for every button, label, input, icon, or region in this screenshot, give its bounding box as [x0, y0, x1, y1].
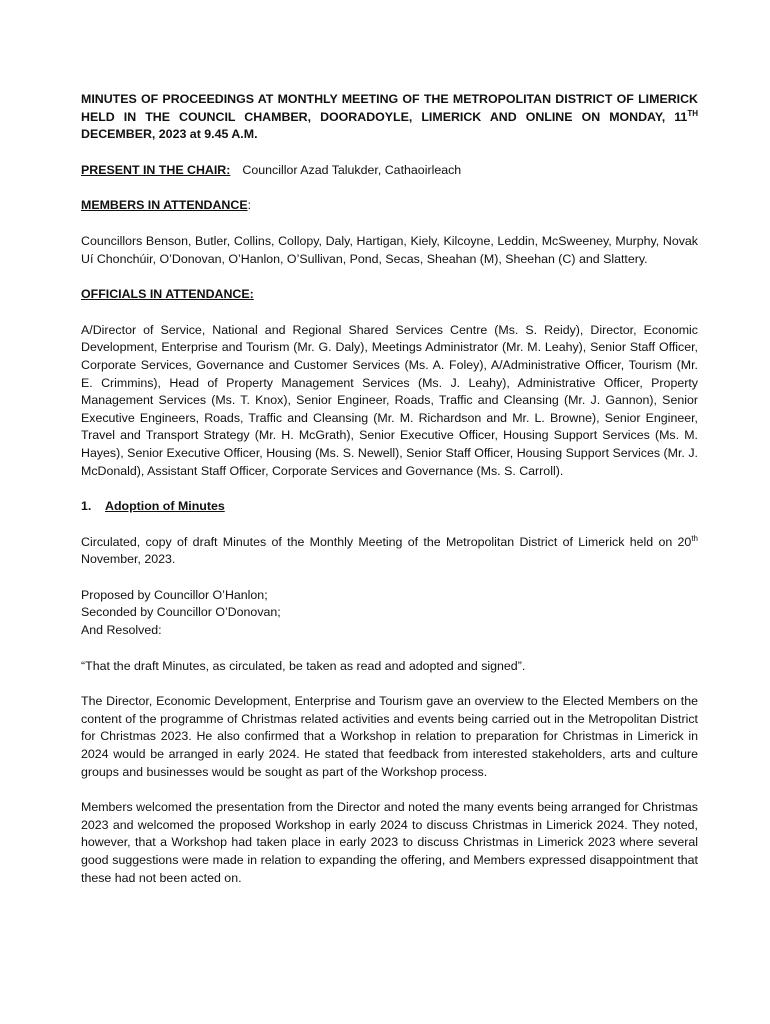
- members-response-paragraph: Members welcomed the presentation from the Director and noted the many events being arranged for Christmas 2023 and welcomed the proposed Workshop in early 2024 to discuss Christmas in Limerick 2024. They noted, however, that a Workshop had taken place in early 2023 to discuss Christmas in Limerick 2023 where several good suggestions were made in relation to expanding the offering, and Members expressed disappointment that these had not been acted on.: [81, 800, 698, 885]
- document-body: [81, 91, 698, 887]
- section-number: 1.: [81, 499, 92, 514]
- chair-value: Councillor Azad Talukder, Cathaoirleach: [242, 162, 462, 177]
- circulated-text-end: November, 2023.: [81, 552, 176, 567]
- section-title: Adoption of Minutes: [105, 499, 225, 514]
- chair-row: [81, 162, 698, 180]
- section-heading: [81, 498, 698, 516]
- title-text-end: DECEMBER, 2023 at 9.45 A.M.: [81, 127, 258, 142]
- members-list: Councillors Benson, Butler, Collins, Collopy, Daly, Hartigan, Kiely, Kilcoyne, Leddin, McSweeney, Murphy, Novak Uí Chonchúir, O’Donovan, O’Hanlon, O’Sullivan, Pond, Secas, Sheahan (M), Sheehan (C) and Slattery.: [81, 233, 698, 266]
- title-text: MINUTES OF PROCEEDINGS AT MONTHLY MEETING OF THE METROPOLITAN DISTRICT OF LIMERICK HELD IN THE COUNCIL CHAMBER, DOORADOYLE, LIMERICK AND ONLINE ON MONDAY, 11: [81, 92, 698, 124]
- members-heading: [81, 197, 698, 215]
- circulated-text: Circulated, copy of draft Minutes of the Monthly Meeting of the Metropolitan District of Limerick held on 20: [81, 534, 692, 549]
- officials-colon: :: [249, 287, 254, 302]
- proposed-line: Proposed by Councillor O’Hanlon;: [81, 587, 268, 602]
- members-colon: :: [247, 198, 252, 213]
- chair-label: PRESENT IN THE CHAIR:: [81, 162, 231, 177]
- resolution-quote: “That the draft Minutes, as circulated, be taken as read and adopted and signed”.: [81, 658, 526, 673]
- officials-list: A/Director of Service, National and Regional Shared Services Centre (Ms. S. Reidy), Director, Economic Development, Enterprise and Tourism (Mr. G. Daly), Meetings Administrator (Mr. M. Leahy), Senior Staff Officer, Corporate Services, Governance and Customer Services (Ms. A. Foley), A/Administrative Officer, Tourism (Mr. E. Crimmins), Head of Property Management Services (Ms. J. Leahy), Administrative Officer, Property Management Services (Ms. T. Knox), Senior Engineer, Roads, Traffic and Cleansing (Mr. J. Gannon), Senior Executive Engineers, Roads, Traffic and Cleansing (Mr. M. Richardson and Mr. L. Browne), Senior Engineer, Travel and Transport Strategy (Mr. H. McGrath), Senior Executive Officer, Housing Support Services (Ms. M. Hayes), Senior Executive Officer, Housing (Ms. S. Newell), Senior Staff Officer, Housing Support Services (Mr. J. McDonald), Assistant Staff Officer, Corporate Services and Governance (Ms. S. Carroll).: [81, 322, 698, 478]
- resolved-line: And Resolved:: [81, 623, 162, 638]
- circulated-superscript: th: [691, 533, 698, 543]
- members-label: MEMBERS IN ATTENDANCE: [81, 198, 248, 213]
- seconded-line: Seconded by Councillor O’Donovan;: [81, 605, 281, 620]
- document-title: [81, 91, 698, 144]
- director-paragraph: The Director, Economic Development, Enterprise and Tourism gave an overview to the Elected Members on the content of the programme of Christmas related activities and events being carried out in the Metropolitan District for Christmas 2023. He also confirmed that a Workshop in relation to preparation for Christmas in Limerick in 2024 would be arranged in early 2024. He stated that feedback from interested stakeholders, arts and culture groups and businesses would be sought as part of the Workshop process.: [81, 694, 698, 779]
- officials-label: OFFICIALS IN ATTENDANCE: [81, 287, 250, 302]
- circulated-paragraph: [81, 534, 698, 569]
- officials-heading: [81, 286, 698, 304]
- title-superscript: TH: [687, 108, 698, 118]
